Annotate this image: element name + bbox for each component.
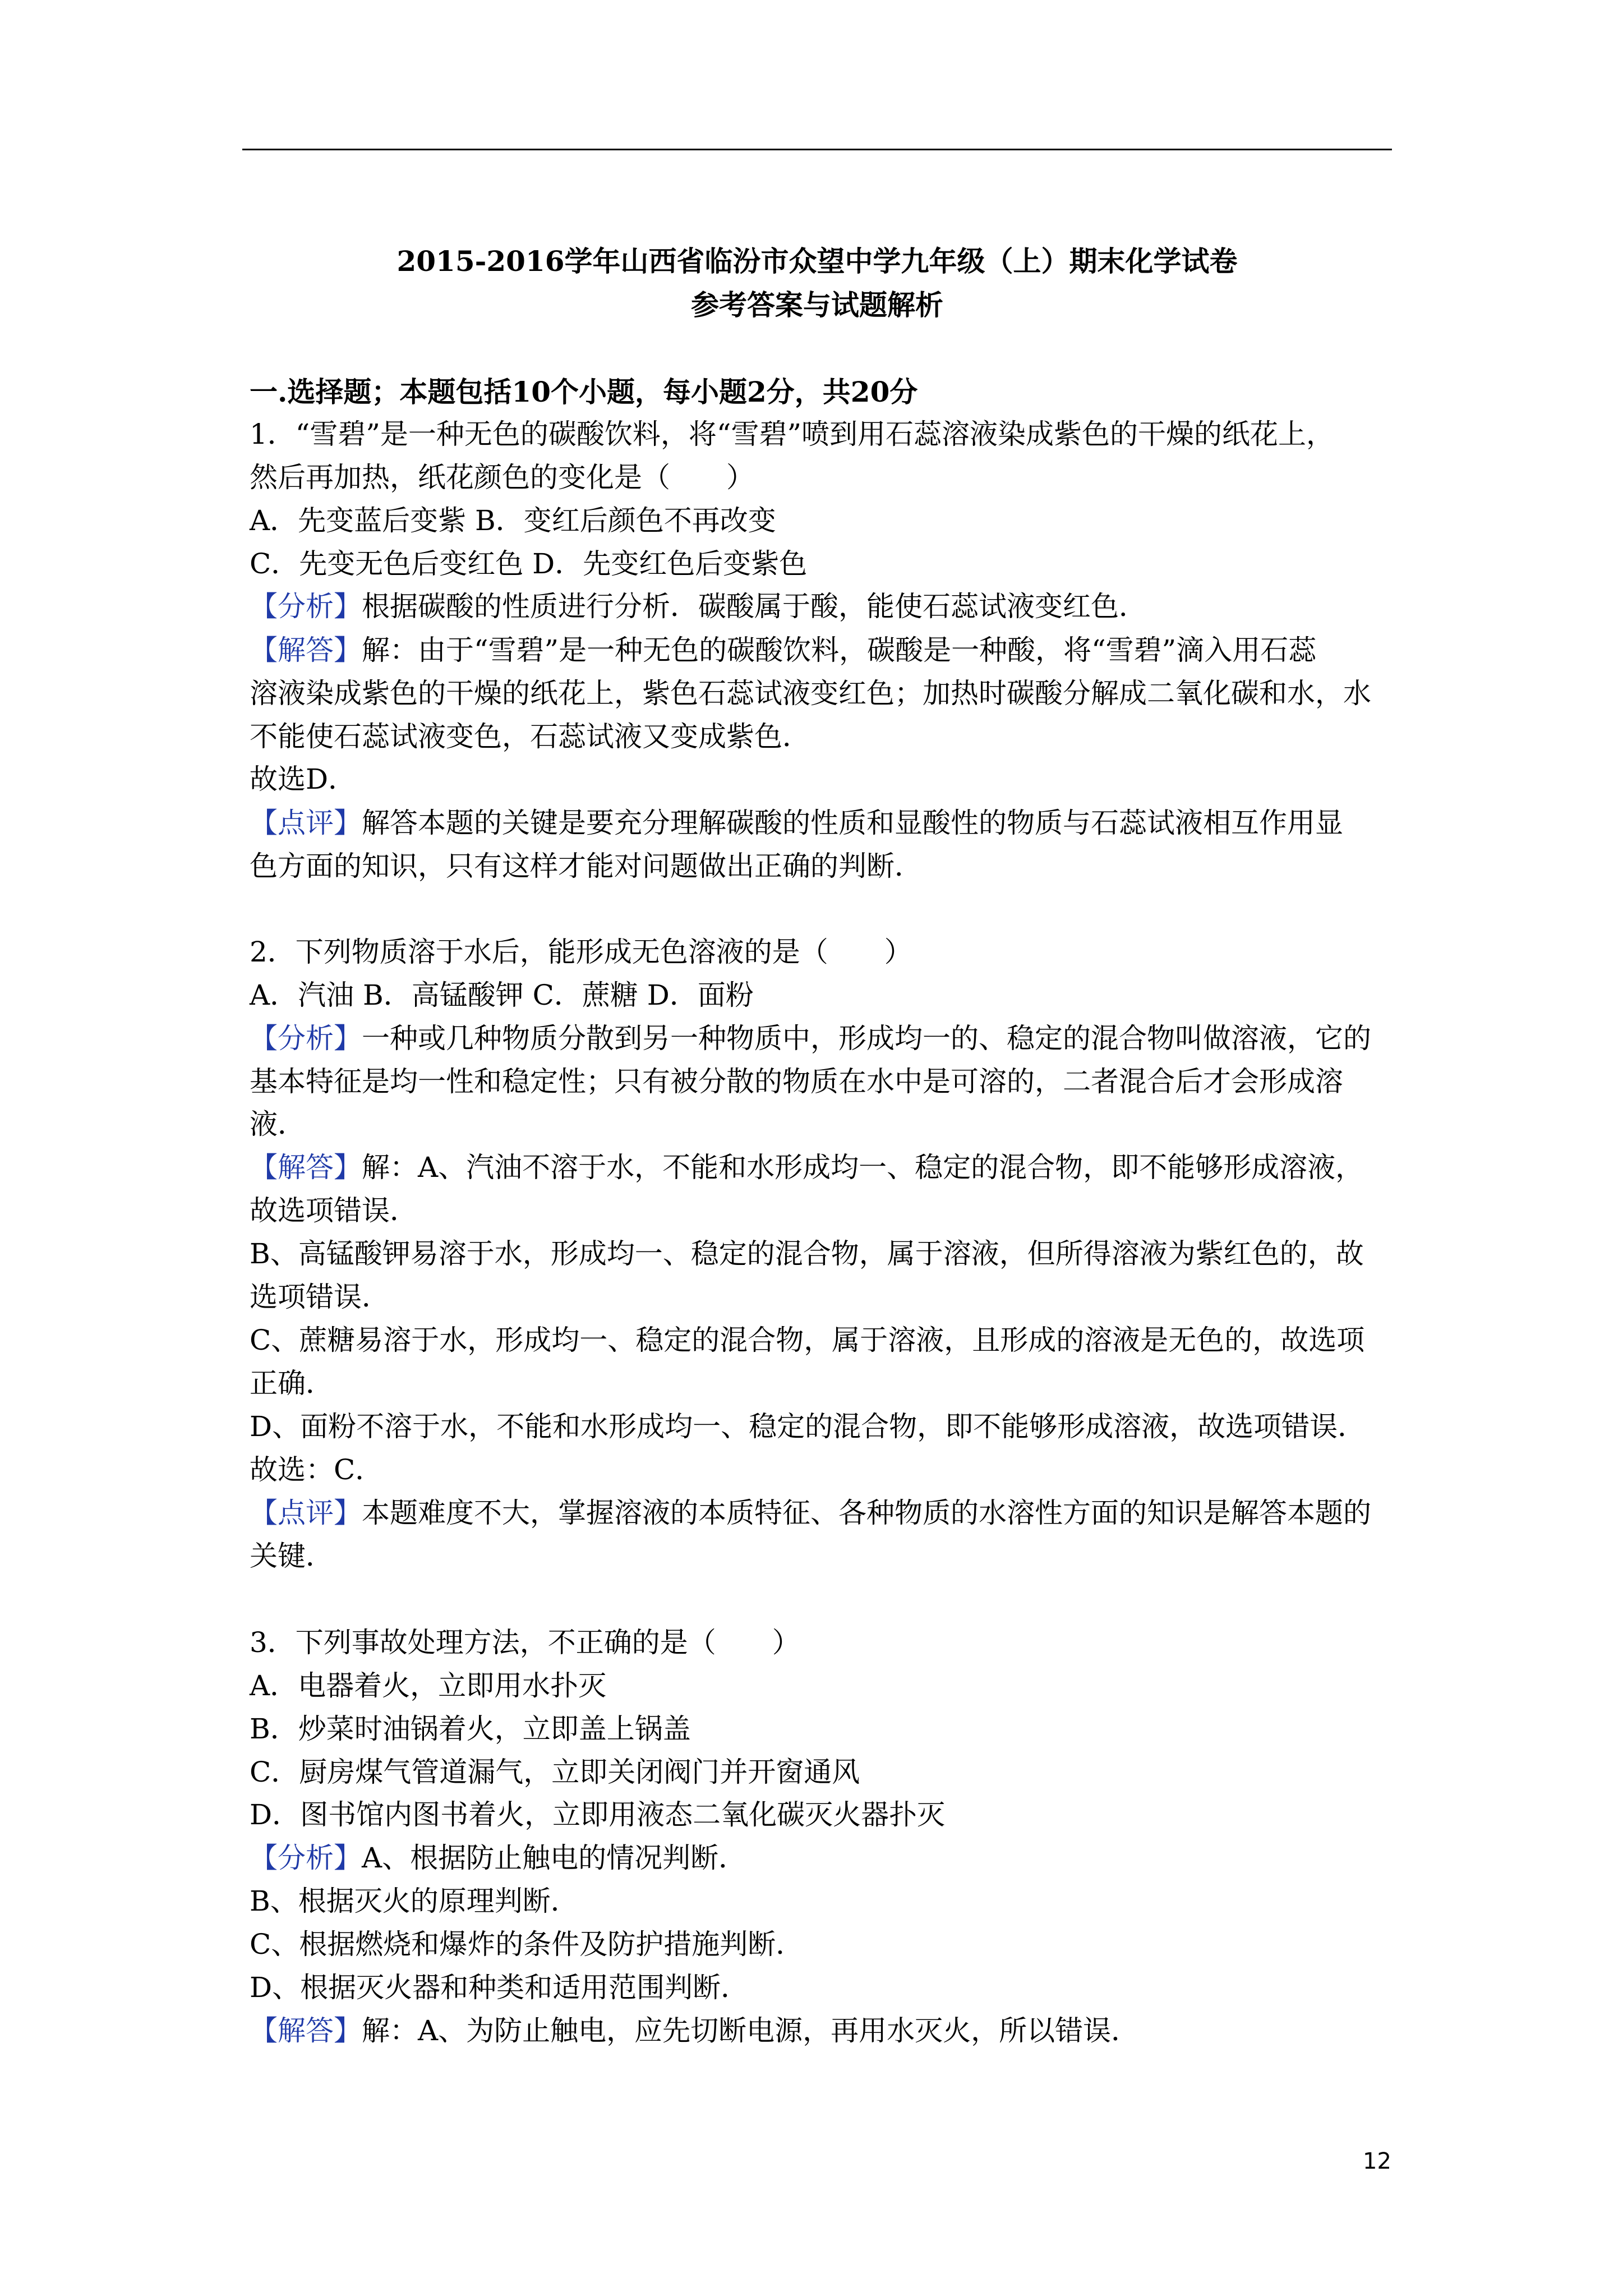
q2-option-b-line-2: 选项错误．: [250, 1281, 390, 1313]
analysis-tag: 【分析】: [250, 1842, 362, 1874]
q1-stem-line-2: 然后再加热，纸花颜色的变化是（ ）: [250, 461, 754, 494]
q3-analysis-d: D、根据灭火器和种类和适用范围判断．: [250, 1971, 749, 2004]
q1-analysis-text: 根据碳酸的性质进行分析．碳酸属于酸，能使石蕊试液变红色．: [362, 590, 1147, 623]
q1-answer-line-1: [250, 631, 1394, 669]
q2-option-d-line-1: D、面粉不溶于水，不能和水形成均一、稳定的混合物，即不能够形成溶液，故选项错误．: [250, 1410, 1366, 1443]
answer-tag: 【解答】: [250, 1151, 362, 1184]
q1-comment-line-1: [250, 804, 1394, 842]
analysis-tag: 【分析】: [250, 1022, 362, 1055]
q1-analysis: [250, 587, 1394, 625]
q2-answer-line-2: 故选项错误．: [250, 1194, 418, 1227]
answer-tag: 【解答】: [250, 2014, 362, 2047]
q2-comment-line-2: 关键．: [250, 1540, 334, 1572]
q1-options-cd: C．先变无色后变红色 D．先变红色后变紫色: [250, 547, 808, 580]
q3-option-c: C．厨房煤气管道漏气，立即关闭阀门并开窗通风: [250, 1756, 860, 1788]
q3-analysis-b: B、根据灭火的原理判断．: [250, 1885, 579, 1917]
q2-answer-line-1: [250, 1148, 1394, 1186]
comment-tag: 【点评】: [250, 1497, 362, 1529]
q1-options-ab: A．先变蓝后变紫 B．变红后颜色不再改变: [250, 504, 776, 537]
q1-comment-text-1: 解答本题的关键是要充分理解碳酸的性质和显酸性的物质与石蕊试液相互作用显: [362, 807, 1343, 839]
q3-analysis-c: C、根据燃烧和爆炸的条件及防护措施判断．: [250, 1928, 804, 1961]
page-number: 12: [1363, 2148, 1391, 2174]
q2-stem: 2．下列物质溶于水后，能形成无色溶液的是（ ）: [250, 936, 912, 968]
q2-option-c-line-2: 正确．: [250, 1367, 334, 1400]
q2-option-b-line-1: B、高锰酸钾易溶于水，形成均一、稳定的混合物，属于溶液，但所得溶液为紫红色的，故: [250, 1237, 1364, 1270]
q3-option-a: A．电器着火，立即用水扑灭: [250, 1669, 607, 1702]
page-title: 2015-2016学年山西省临汾市众望中学九年级（上）期末化学试卷: [396, 245, 1238, 278]
q2-analysis-line-2: 基本特征是均一性和稳定性；只有被分散的物质在水中是可溶的，二者混合后才会形成溶: [250, 1065, 1343, 1098]
header-rule: [242, 149, 1392, 150]
q2-comment-line-1: [250, 1494, 1394, 1532]
q2-options: A．汽油 B．高锰酸钾 C．蔗糖 D．面粉: [250, 979, 754, 1011]
q1-comment-line-2: 色方面的知识，只有这样才能对问题做出正确的判断．: [250, 850, 923, 882]
answer-tag: 【解答】: [250, 634, 362, 666]
q1-answer-text-1: 解：由于“雪碧”是一种无色的碳酸饮料，碳酸是一种酸，将“雪碧”滴入用石蕊: [362, 634, 1317, 666]
section-heading: 一.选择题；本题包括10个小题，每小题2分，共20分: [250, 375, 918, 408]
q2-comment-text-1: 本题难度不大，掌握溶液的本质特征、各种物质的水溶性方面的知识是解答本题的: [362, 1497, 1371, 1529]
q2-analysis-line-1: [250, 1019, 1394, 1057]
q1-answer-line-3: 不能使石蕊试液变色，石蕊试液又变成紫色．: [250, 720, 810, 753]
page-subtitle: 参考答案与试题解析: [691, 288, 943, 321]
q1-stem-line-1: 1．“雪碧”是一种无色的碳酸饮料，将“雪碧”喷到用石蕊溶液染成紫色的干燥的纸花上，: [250, 418, 1335, 450]
q2-analysis-line-3: 液．: [250, 1108, 306, 1140]
q1-answer-line-2: 溶液染成紫色的干燥的纸花上，紫色石蕊试液变红色；加热时碳酸分解成二氧化碳和水，水: [250, 677, 1371, 710]
q3-analysis-a-text: A、根据防止触电的情况判断．: [362, 1842, 747, 1874]
q3-option-b: B．炒菜时油锅着火，立即盖上锅盖: [250, 1713, 691, 1745]
q2-answer-text-1: 解：A、汽油不溶于水，不能和水形成均一、稳定的混合物，即不能够形成溶液，: [362, 1151, 1364, 1184]
q1-choice: 故选D．: [250, 763, 357, 795]
q3-analysis-a: [250, 1839, 1394, 1877]
q3-answer-a: [250, 2012, 1394, 2050]
comment-tag: 【点评】: [250, 807, 362, 839]
q2-choice: 故选：C．: [250, 1453, 384, 1486]
q3-option-d: D．图书馆内图书着火，立即用液态二氧化碳灭火器扑灭: [250, 1798, 946, 1831]
q3-stem: 3．下列事故处理方法，不正确的是（ ）: [250, 1626, 800, 1659]
q2-option-c-line-1: C、蔗糖易溶于水，形成均一、稳定的混合物，属于溶液，且形成的溶液是无色的，故选项: [250, 1324, 1365, 1356]
analysis-tag: 【分析】: [250, 590, 362, 623]
q2-analysis-text-1: 一种或几种物质分散到另一种物质中，形成均一的、稳定的混合物叫做溶液，它的: [362, 1022, 1371, 1055]
q3-answer-a-text: 解：A、为防止触电，应先切断电源，再用水灭火，所以错误．: [362, 2014, 1140, 2047]
